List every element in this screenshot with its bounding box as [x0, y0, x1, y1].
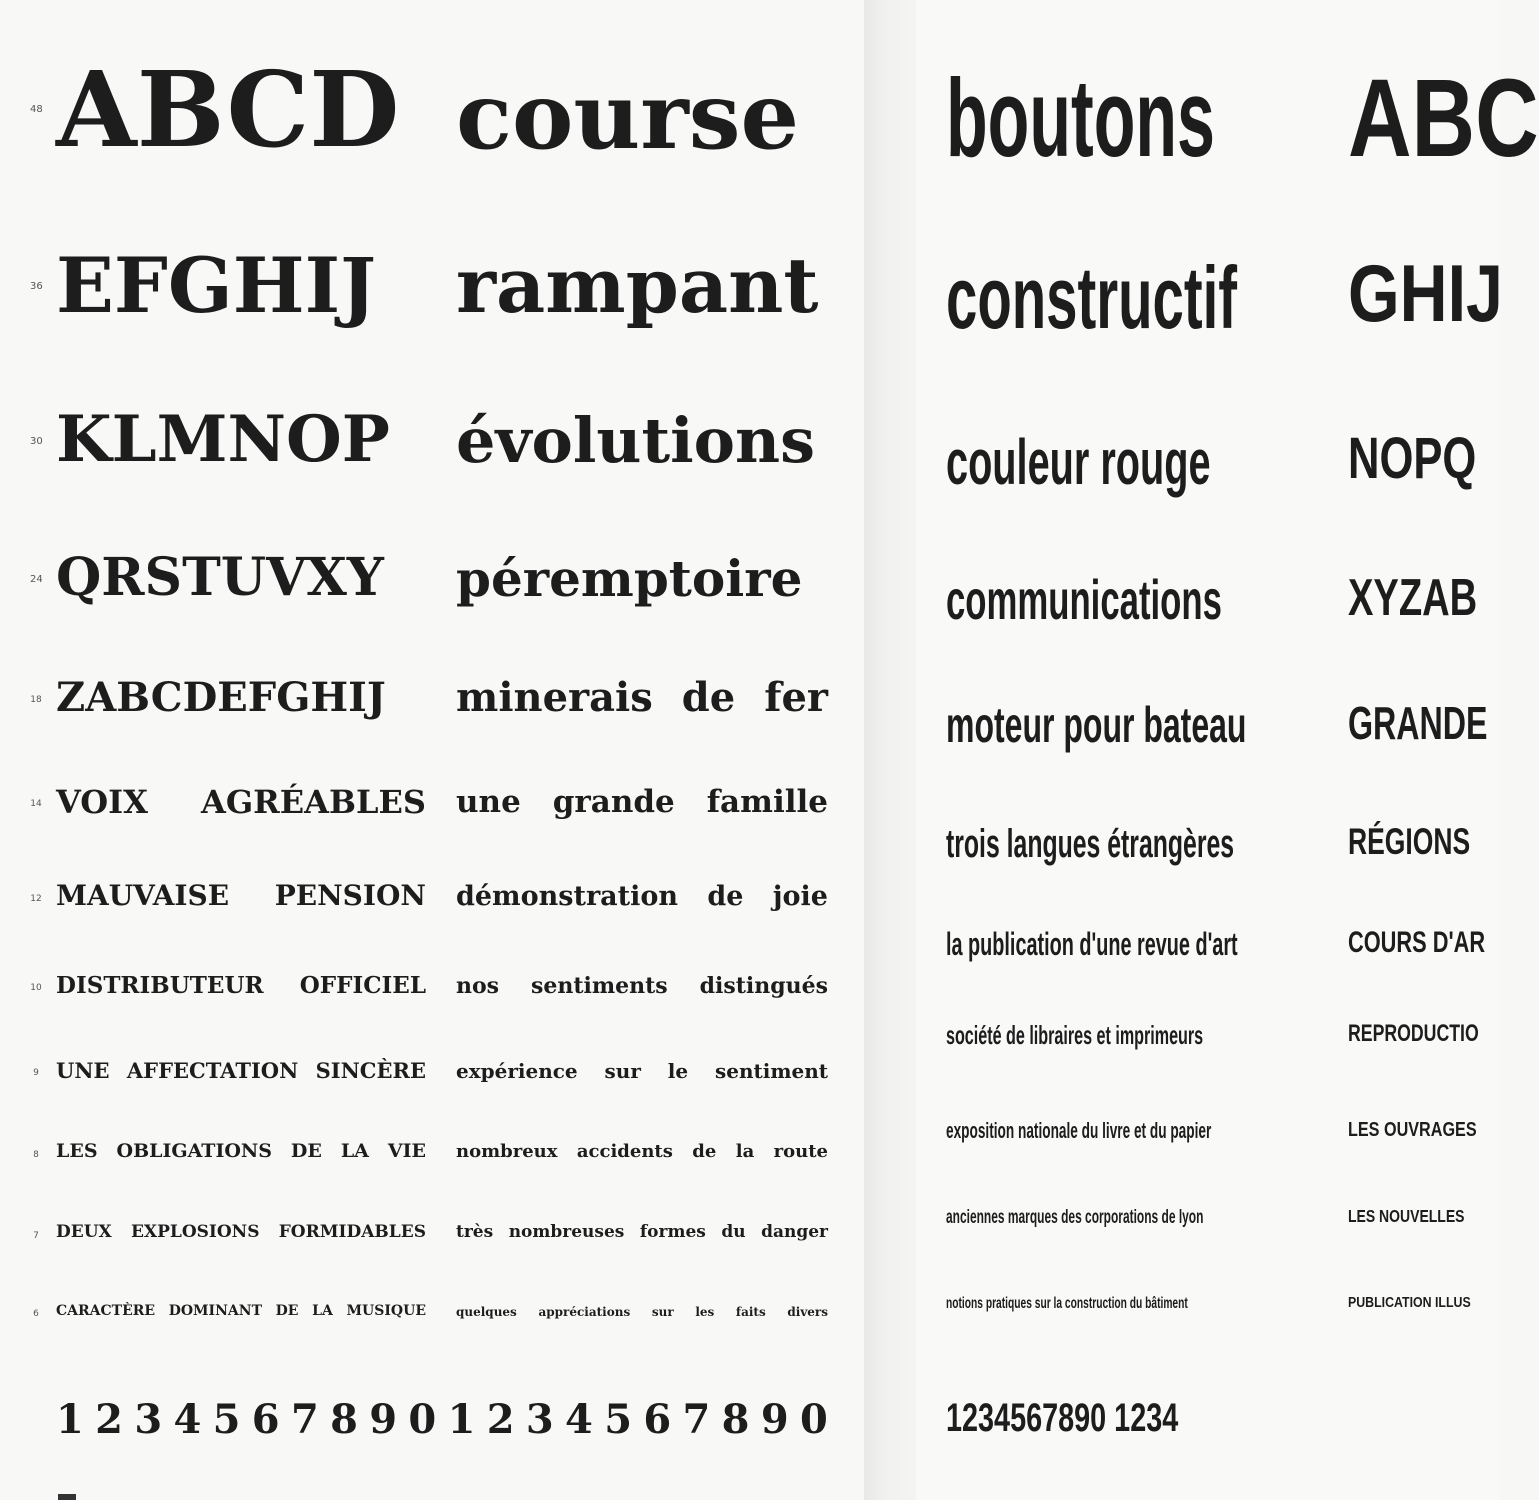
specimen-row: [0, 241, 864, 330]
capitals-specimen: [56, 1304, 426, 1318]
lowercase-specimen: [456, 404, 828, 477]
capitals-text: KLMNOP: [56, 402, 390, 477]
lowercase-specimen: boutons: [946, 57, 1215, 180]
right-specimen-page: [916, 0, 1539, 1500]
specimen-row: [916, 248, 1503, 347]
point-size-label: 7: [33, 1230, 39, 1241]
specimen-row: [916, 928, 1500, 960]
lowercase-specimen: couleur rouge: [946, 426, 1211, 498]
point-size-label: 18: [30, 695, 42, 705]
lowercase-text: une grande famille: [456, 784, 828, 820]
digit-glyph: 9: [369, 1396, 398, 1443]
digit-glyph: 6: [643, 1396, 672, 1443]
lowercase-text: démonstration de joie: [456, 881, 828, 912]
capitals-specimen: PUBLICATION ILLUS: [1348, 1295, 1471, 1311]
lowercase-text: course: [456, 62, 800, 170]
digit-glyph: 0: [799, 1396, 828, 1443]
lowercase-specimen: [456, 784, 828, 820]
capitals-specimen: RÉGIONS: [1348, 821, 1471, 862]
capitals-specimen: [56, 48, 426, 171]
point-size-label: 24: [30, 574, 43, 586]
capitals-text: QRSTUVXY: [56, 547, 384, 608]
specimen-row: [0, 783, 864, 821]
lowercase-text: évolutions: [456, 404, 815, 477]
capitals-specimen: REPRODUCTIO: [1348, 1020, 1479, 1047]
specimen-row: [0, 879, 864, 912]
capitals-specimen: [56, 974, 426, 997]
capitals-specimen: LES OUVRAGES: [1348, 1119, 1477, 1141]
lowercase-text: nos sentiments distingués: [456, 973, 828, 999]
digit-glyph: 9: [760, 1396, 789, 1443]
lowercase-specimen: trois langues étrangères: [946, 822, 1235, 866]
capitals-text: EFGHIJ: [56, 241, 377, 330]
point-size-label: 48: [30, 103, 43, 115]
lowercase-specimen: [456, 674, 828, 721]
specimen-row: [916, 568, 1500, 631]
digit-glyph: 5: [212, 1396, 241, 1443]
digit-glyph: 1: [56, 1396, 84, 1443]
capitals-specimen: [56, 783, 426, 821]
specimen-row: [916, 1296, 1500, 1312]
lowercase-text: expérience sur le sentiment: [456, 1059, 828, 1083]
digit-glyph: 8: [330, 1396, 358, 1443]
capitals-specimen: XYZAB: [1348, 568, 1478, 626]
lowercase-text: rampant: [456, 241, 819, 330]
capitals-text: MAUVAISE PENSION: [56, 879, 426, 912]
lowercase-specimen: [456, 62, 828, 170]
lowercase-specimen: moteur pour bateau: [946, 697, 1247, 753]
lowercase-specimen: communications: [946, 568, 1222, 631]
capitals-specimen: [56, 1224, 426, 1241]
lowercase-text: minerais de fer: [456, 674, 828, 721]
capitals-specimen: [56, 402, 426, 477]
capitals-specimen: GHIJ: [1348, 249, 1503, 339]
digit-glyph: 3: [134, 1396, 163, 1443]
point-size-label: 9: [33, 1068, 39, 1079]
digit-glyph: 1: [447, 1396, 476, 1443]
digit-glyph: 6: [251, 1396, 280, 1443]
capitals-specimen: [56, 879, 426, 912]
capitals-specimen: NOPQ: [1348, 426, 1477, 491]
capitals-specimen: LES NOUVELLES: [1348, 1206, 1465, 1226]
lowercase-specimen: anciennes marques des corporations de lyon: [946, 1207, 1204, 1228]
lowercase-text: quelques appréciations sur les faits divers: [456, 1305, 828, 1319]
capitals-specimen: [56, 674, 426, 721]
specimen-row: [916, 426, 1500, 498]
capitals-specimen: [56, 241, 426, 330]
capitals-specimen: COURS D'AR: [1348, 926, 1486, 959]
lowercase-specimen: [456, 1224, 828, 1241]
cropped-glyph: [58, 1494, 76, 1500]
capitals-text: DEUX EXPLOSIONS FORMIDABLES: [56, 1222, 426, 1242]
lowercase-specimen: [456, 883, 828, 910]
lowercase-specimen: [456, 549, 828, 608]
capitals-text: VOIX AGRÉABLES: [56, 783, 426, 821]
capitals-text: CARACTÈRE DOMINANT DE LA MUSIQUE: [56, 1303, 426, 1319]
lowercase-specimen: constructif: [946, 248, 1238, 347]
point-size-label: 6: [33, 1309, 39, 1320]
right-digits-row: 1234567890 1234: [946, 1396, 1179, 1440]
digit-glyph: 3: [525, 1396, 554, 1443]
specimen-row: [0, 1060, 864, 1081]
specimen-row: [916, 1208, 1500, 1227]
capitals-specimen: GRANDE: [1348, 697, 1488, 749]
lowercase-specimen: [456, 1306, 828, 1318]
specimen-row: [0, 547, 864, 608]
specimen-row: [0, 974, 864, 997]
point-size-label: 36: [30, 281, 43, 293]
lowercase-specimen: [456, 1061, 828, 1081]
lowercase-specimen: [456, 975, 828, 997]
digit-glyph: 7: [290, 1396, 319, 1443]
specimen-row: [0, 1142, 864, 1161]
specimen-row: [0, 674, 864, 721]
digit-glyph: 4: [173, 1396, 202, 1443]
digit-glyph: 2: [486, 1396, 515, 1443]
lowercase-specimen: [456, 241, 828, 330]
digit-glyph: 7: [682, 1396, 711, 1443]
lowercase-specimen: exposition nationale du livre et du papier: [946, 1118, 1212, 1143]
capitals-text: ABCD: [56, 48, 400, 171]
book-gutter: [864, 0, 916, 1500]
specimen-row: [916, 697, 1500, 753]
capitals-specimen: [56, 547, 426, 608]
capitals-text: UNE AFFECTATION SINCÈRE: [56, 1058, 426, 1083]
specimen-row: [0, 1224, 864, 1241]
capitals-specimen: ABC: [1348, 57, 1539, 180]
lowercase-specimen: notions pratiques sur la construction du bâtiment: [946, 1295, 1188, 1312]
lowercase-text: péremptoire: [456, 549, 803, 608]
capitals-text: ZABCDEFGHIJ: [56, 674, 386, 721]
digit-glyph: 8: [721, 1396, 750, 1443]
digit-glyph: 4: [565, 1396, 593, 1443]
point-size-label: 10: [30, 983, 42, 994]
point-size-label: 8: [33, 1149, 39, 1160]
digit-glyph: 5: [604, 1396, 633, 1443]
capitals-specimen: [56, 1060, 426, 1081]
point-size-label: 14: [30, 799, 42, 810]
specimen-row: [0, 1304, 864, 1318]
capitals-text: LES OBLIGATIONS DE LA VIE: [56, 1140, 426, 1162]
point-size-label: 12: [30, 893, 42, 904]
digit-glyph: 0: [408, 1396, 437, 1443]
lowercase-specimen: [456, 1143, 828, 1161]
specimen-row: [0, 402, 864, 477]
specimen-row: [916, 1022, 1500, 1048]
lowercase-specimen: société de libraires et imprimeurs: [946, 1020, 1204, 1050]
capitals-text: DISTRIBUTEUR OFFICIEL: [56, 972, 426, 999]
specimen-row: [916, 57, 1539, 180]
point-size-label: 30: [30, 435, 43, 447]
lowercase-text: très nombreuses formes du danger: [456, 1222, 828, 1242]
specimen-row: [0, 48, 864, 171]
specimen-row: [916, 821, 1500, 866]
lowercase-specimen: la publication d'une revue d'art: [946, 926, 1238, 962]
specimen-row: [916, 1120, 1500, 1142]
left-digits-row: [56, 1396, 828, 1443]
capitals-specimen: [56, 1142, 426, 1161]
lowercase-text: nombreux accidents de la route: [456, 1141, 828, 1162]
digit-glyph: 2: [95, 1396, 123, 1443]
